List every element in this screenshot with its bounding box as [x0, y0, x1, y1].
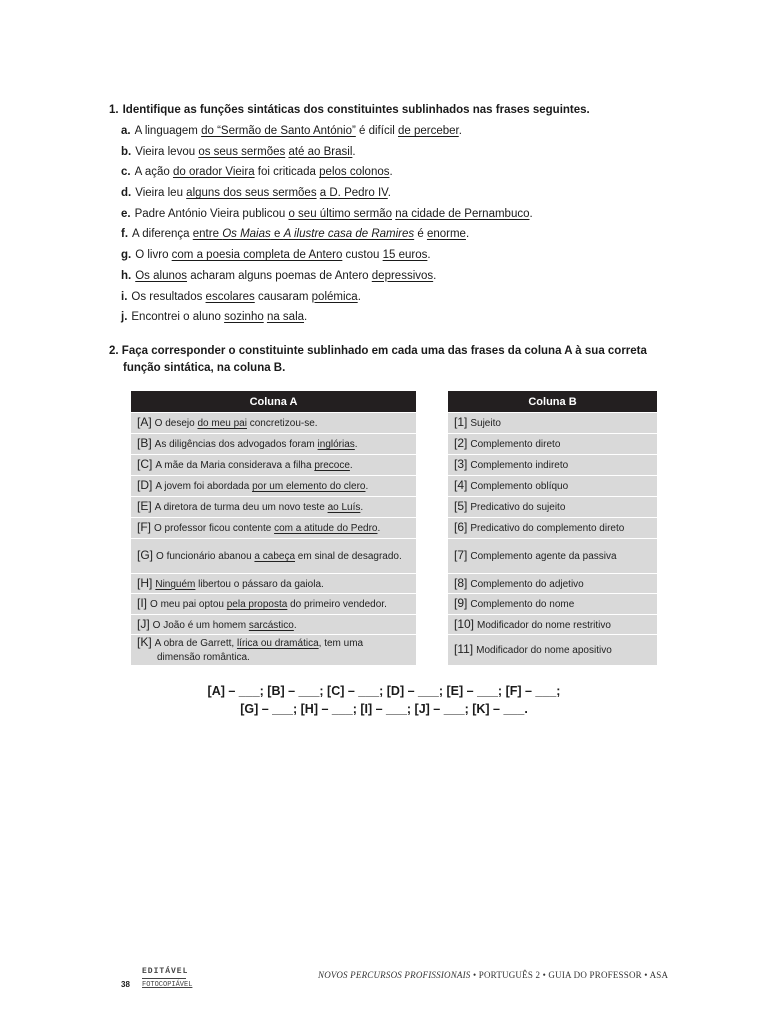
answer-line-2: [G] – ___; [H] – ___; [I] – ___; [J] – ___; [K] – ___. [240, 702, 528, 716]
underlined-constituent: do “Sermão de Santo António” [201, 125, 356, 137]
exercise-item [121, 307, 699, 328]
exercise-item [121, 224, 699, 245]
sentence-text: . [465, 228, 470, 241]
sentence-text: . [349, 460, 353, 471]
column-a-cell [131, 454, 416, 475]
question-1-items [121, 121, 699, 328]
syntactic-function: Predicativo do sujeito [470, 502, 566, 513]
column-b-code: [8] [454, 575, 468, 590]
sentence-text: O meu pai optou [150, 599, 227, 610]
column-a-row [131, 517, 416, 538]
sentence-text: O João é um homem [152, 619, 249, 631]
underlined-constituent: 15 euros [382, 249, 428, 262]
column-a-code: [F] [137, 520, 151, 534]
question-2-title [109, 343, 669, 377]
column-b-cell [448, 412, 657, 433]
underlined-constituent: na cidade de Pernambuco [395, 207, 530, 220]
sentence-text: causaram [254, 290, 312, 303]
column-a-code: [G] [137, 548, 154, 562]
underlined-constituent: por um elemento do clero [252, 481, 366, 492]
answer-line-1: [A] – ___; [B] – ___; [C] – ___; [D] – ___; [E] – ___; [F] – ___; [207, 684, 561, 698]
column-a-code: [B] [137, 436, 152, 450]
sentence-text: concretizou-se. [246, 418, 318, 429]
column-a-row [131, 573, 416, 593]
sentence-text: Padre António Vieira publicou [134, 207, 289, 220]
syntactic-function: Modificador do nome apositivo [476, 645, 612, 656]
underlined-constituent: precoce [314, 460, 350, 471]
exercise-item [121, 266, 699, 287]
underlined-constituent: entre [192, 228, 223, 241]
column-a-code: [E] [137, 499, 152, 513]
sentence-text: custou [342, 249, 383, 262]
column-a-row [131, 433, 416, 454]
column-a-cell [131, 593, 416, 614]
underlined-constituent: escolares [205, 290, 255, 303]
underlined-constituent: Ninguém [155, 578, 196, 590]
syntactic-function: Sujeito [470, 418, 501, 429]
sentence-text: . [389, 166, 393, 179]
sentence-text: . [352, 145, 356, 158]
page-number: 38 [121, 980, 130, 989]
column-b-code: [2] [454, 436, 468, 450]
column-a-row [131, 412, 416, 433]
column-a-cell [131, 614, 416, 634]
question-1-text: Identifique as funções sintáticas dos constituintes sublinhados nas frases seguintes. [122, 104, 590, 116]
column-b-row [448, 538, 657, 573]
sentence-text: Encontrei o aluno [131, 311, 225, 324]
column-b-cell [448, 573, 657, 593]
underlined-constituent: pelos colonos [319, 166, 390, 179]
sentence-text: A obra de Garrett, [154, 638, 237, 649]
column-a-code: [K] [137, 635, 152, 649]
column-a-header: Coluna A [131, 391, 416, 412]
sentence-text: Os resultados [131, 290, 206, 303]
column-a-table [131, 391, 416, 665]
column-a-row [131, 614, 416, 634]
item-label: b. [121, 145, 132, 158]
column-b-cell [448, 496, 657, 517]
column-b-row [448, 412, 657, 433]
question-1-number: 1. [109, 104, 119, 116]
column-a-code: [I] [137, 596, 148, 610]
exercise-item [121, 245, 699, 266]
exercise-item [121, 204, 699, 225]
column-a-cell [131, 475, 416, 496]
underlined-constituent: ao Luís [327, 502, 361, 513]
column-b-header: Coluna B [448, 391, 657, 412]
underlined-constituent: inglórias [317, 439, 355, 450]
column-b-row [448, 517, 657, 538]
sentence-text: As diligências dos advogados foram [154, 439, 318, 450]
sentence-text: . [304, 311, 308, 324]
stamp-editable: EDITÁVEL [142, 966, 186, 979]
exercise-item [121, 121, 699, 142]
column-a-row [131, 634, 416, 665]
underlined-constituent: do orador Vieira [172, 166, 255, 179]
sentence-text: . [354, 439, 358, 450]
underlined-constituent: sozinho [224, 311, 264, 324]
sentence-text: . [357, 290, 361, 303]
column-a-cell [131, 634, 416, 665]
column-b-row [448, 496, 657, 517]
column-b-cell [448, 475, 657, 496]
column-a-code: [A] [137, 415, 152, 429]
column-b-code: [3] [454, 457, 468, 471]
footer-rest: • PORTUGUÊS 2 • GUIA DO PROFESSOR • ASA [470, 970, 669, 980]
underlined-constituent: polémica [311, 290, 358, 303]
sentence-text: . [377, 523, 381, 534]
sentence-text: em sinal de desagrado. [295, 551, 402, 562]
underlined-constituent: de perceber [398, 125, 459, 137]
sentence-text: . [387, 187, 391, 200]
syntactic-function: Predicativo do complemento direto [470, 523, 625, 534]
underlined-constituent: alguns dos seus sermões [186, 187, 317, 200]
item-label: f. [121, 228, 129, 241]
underlined-constituent: Os alunos [135, 269, 188, 282]
column-a-code: [C] [137, 457, 153, 471]
column-b-code: [4] [454, 478, 468, 492]
sentence-text: foi criticada [254, 166, 320, 179]
sentence-text: do primeiro vendedor. [287, 599, 387, 610]
underlined-constituent: a D. Pedro IV [319, 187, 388, 200]
sentence-text: . [293, 619, 297, 631]
syntactic-function: Modificador do nome restritivo [477, 619, 611, 631]
exercise-item [121, 287, 699, 308]
underlined-constituent: até ao Brasil [288, 145, 353, 158]
underlined-constituent: com a poesia completa de Antero [171, 249, 343, 262]
column-b-row [448, 614, 657, 634]
column-a-cell [131, 433, 416, 454]
column-a-row [131, 593, 416, 614]
column-a-row [131, 496, 416, 517]
sentence-text: . [427, 249, 431, 262]
underlined-constituent: e [270, 228, 284, 241]
column-b-row [448, 634, 657, 665]
item-label: g. [121, 249, 132, 262]
syntactic-function: Complemento direto [470, 439, 561, 450]
stamp-photocopiable: FOTOCOPIÁVEL [142, 981, 193, 989]
sentence-text: Vieira leu [135, 187, 187, 200]
question-2 [109, 343, 669, 377]
sentence-text: é difícil [355, 125, 398, 137]
underlined-constituent: A ilustre casa de Ramires [283, 228, 415, 241]
footer-series-title: NOVOS PERCURSOS PROFISSIONAIS [318, 970, 471, 980]
column-a-code: [H] [137, 575, 153, 590]
question-2-text-line1: Faça corresponder o constituinte sublinhado em cada uma das frases da coluna A à sua correta [121, 345, 647, 357]
exercise-item [121, 142, 699, 163]
exercise-item [121, 162, 699, 183]
item-label: a. [121, 125, 131, 137]
syntactic-function: Complemento do adjetivo [470, 578, 584, 590]
item-label: e. [121, 207, 131, 220]
item-label: c. [121, 166, 131, 179]
sentence-text: A mãe da Maria considerava a filha [155, 460, 315, 471]
underlined-constituent: com a atitude do Pedro [274, 523, 378, 534]
exercise-item [121, 183, 699, 204]
sentence-text: O funcionário abanou [156, 551, 255, 562]
column-b-code: [1] [454, 415, 468, 429]
column-a-code: [D] [137, 478, 153, 492]
question-1 [109, 101, 699, 328]
column-b-row [448, 573, 657, 593]
sentence-text: acharam alguns poemas de Antero [187, 269, 372, 282]
underlined-constituent: depressivos [371, 269, 434, 282]
column-a-cell [131, 517, 416, 538]
underlined-constituent: pela proposta [226, 599, 288, 610]
sentence-text: libertou o pássaro da gaiola. [195, 578, 324, 590]
column-b-row [448, 593, 657, 614]
sentence-text: O professor ficou contente [154, 523, 275, 534]
sentence-text: . [365, 481, 369, 492]
column-b-cell [448, 538, 657, 573]
underlined-constituent: do meu pai [197, 418, 247, 429]
underlined-constituent: a cabeça [254, 551, 296, 562]
sentence-text: Vieira levou [135, 145, 199, 158]
sentence-text: . [458, 125, 462, 137]
column-a-code: [J] [137, 616, 150, 631]
column-a-cell [131, 538, 416, 573]
sentence-text: A diferença [132, 228, 193, 241]
underlined-constituent: Os Maias [222, 228, 271, 241]
sentence-text: O livro [135, 249, 172, 262]
sentence-text: A linguagem [134, 125, 202, 137]
sentence-text: O desejo [154, 418, 198, 429]
sentence-text: , tem uma [318, 638, 364, 649]
column-a-row [131, 454, 416, 475]
sentence-text: A ação [134, 166, 173, 179]
column-b-code: [6] [454, 520, 468, 534]
syntactic-function: Complemento do nome [470, 599, 575, 610]
item-label: d. [121, 187, 132, 200]
sentence-text: é [414, 228, 427, 241]
column-b-cell [448, 634, 657, 665]
item-label: i. [121, 290, 128, 303]
question-2-number: 2. [109, 345, 119, 357]
column-a-row [131, 538, 416, 573]
underlined-constituent: o seu último sermão [288, 207, 393, 220]
column-b-cell [448, 433, 657, 454]
sentence-text: . [529, 207, 533, 220]
column-b-row [448, 433, 657, 454]
column-b-row [448, 475, 657, 496]
column-a-cell [131, 412, 416, 433]
sentence-text: dimensão romântica. [157, 652, 250, 663]
underlined-constituent: enorme [426, 228, 466, 241]
column-a-row [131, 475, 416, 496]
column-a-cell [131, 496, 416, 517]
question-2-text-line2: função sintática, na coluna B. [123, 362, 286, 374]
column-b-table [448, 391, 657, 665]
underlined-constituent: lírica ou dramática [236, 638, 319, 649]
column-a-cell [131, 573, 416, 593]
question-1-title [109, 101, 699, 119]
column-b-cell [448, 517, 657, 538]
item-label: j. [121, 311, 128, 324]
column-b-code: [5] [454, 499, 468, 513]
sentence-text: . [433, 269, 437, 282]
footer-text [318, 970, 668, 980]
sentence-text: A jovem foi abordada [155, 481, 253, 492]
underlined-constituent: na sala [266, 311, 305, 324]
syntactic-function: Complemento agente da passiva [470, 551, 617, 562]
sentence-text: A diretora de turma deu um novo teste [154, 502, 328, 513]
column-b-cell [448, 593, 657, 614]
column-b-cell [448, 454, 657, 475]
column-b-code: [7] [454, 548, 468, 562]
column-b-row [448, 454, 657, 475]
editable-photocopiable-stamp [142, 966, 193, 991]
underlined-constituent: sarcástico [248, 619, 294, 631]
column-b-code: [11] [454, 642, 474, 656]
underlined-constituent: os seus sermões [198, 145, 286, 158]
sentence-text: . [360, 502, 364, 513]
column-b-code: [9] [454, 596, 468, 610]
syntactic-function: Complemento oblíquo [470, 481, 569, 492]
column-b-cell [448, 614, 657, 634]
item-label: h. [121, 269, 132, 282]
syntactic-function: Complemento indireto [470, 460, 569, 471]
column-b-code: [10] [454, 616, 475, 631]
